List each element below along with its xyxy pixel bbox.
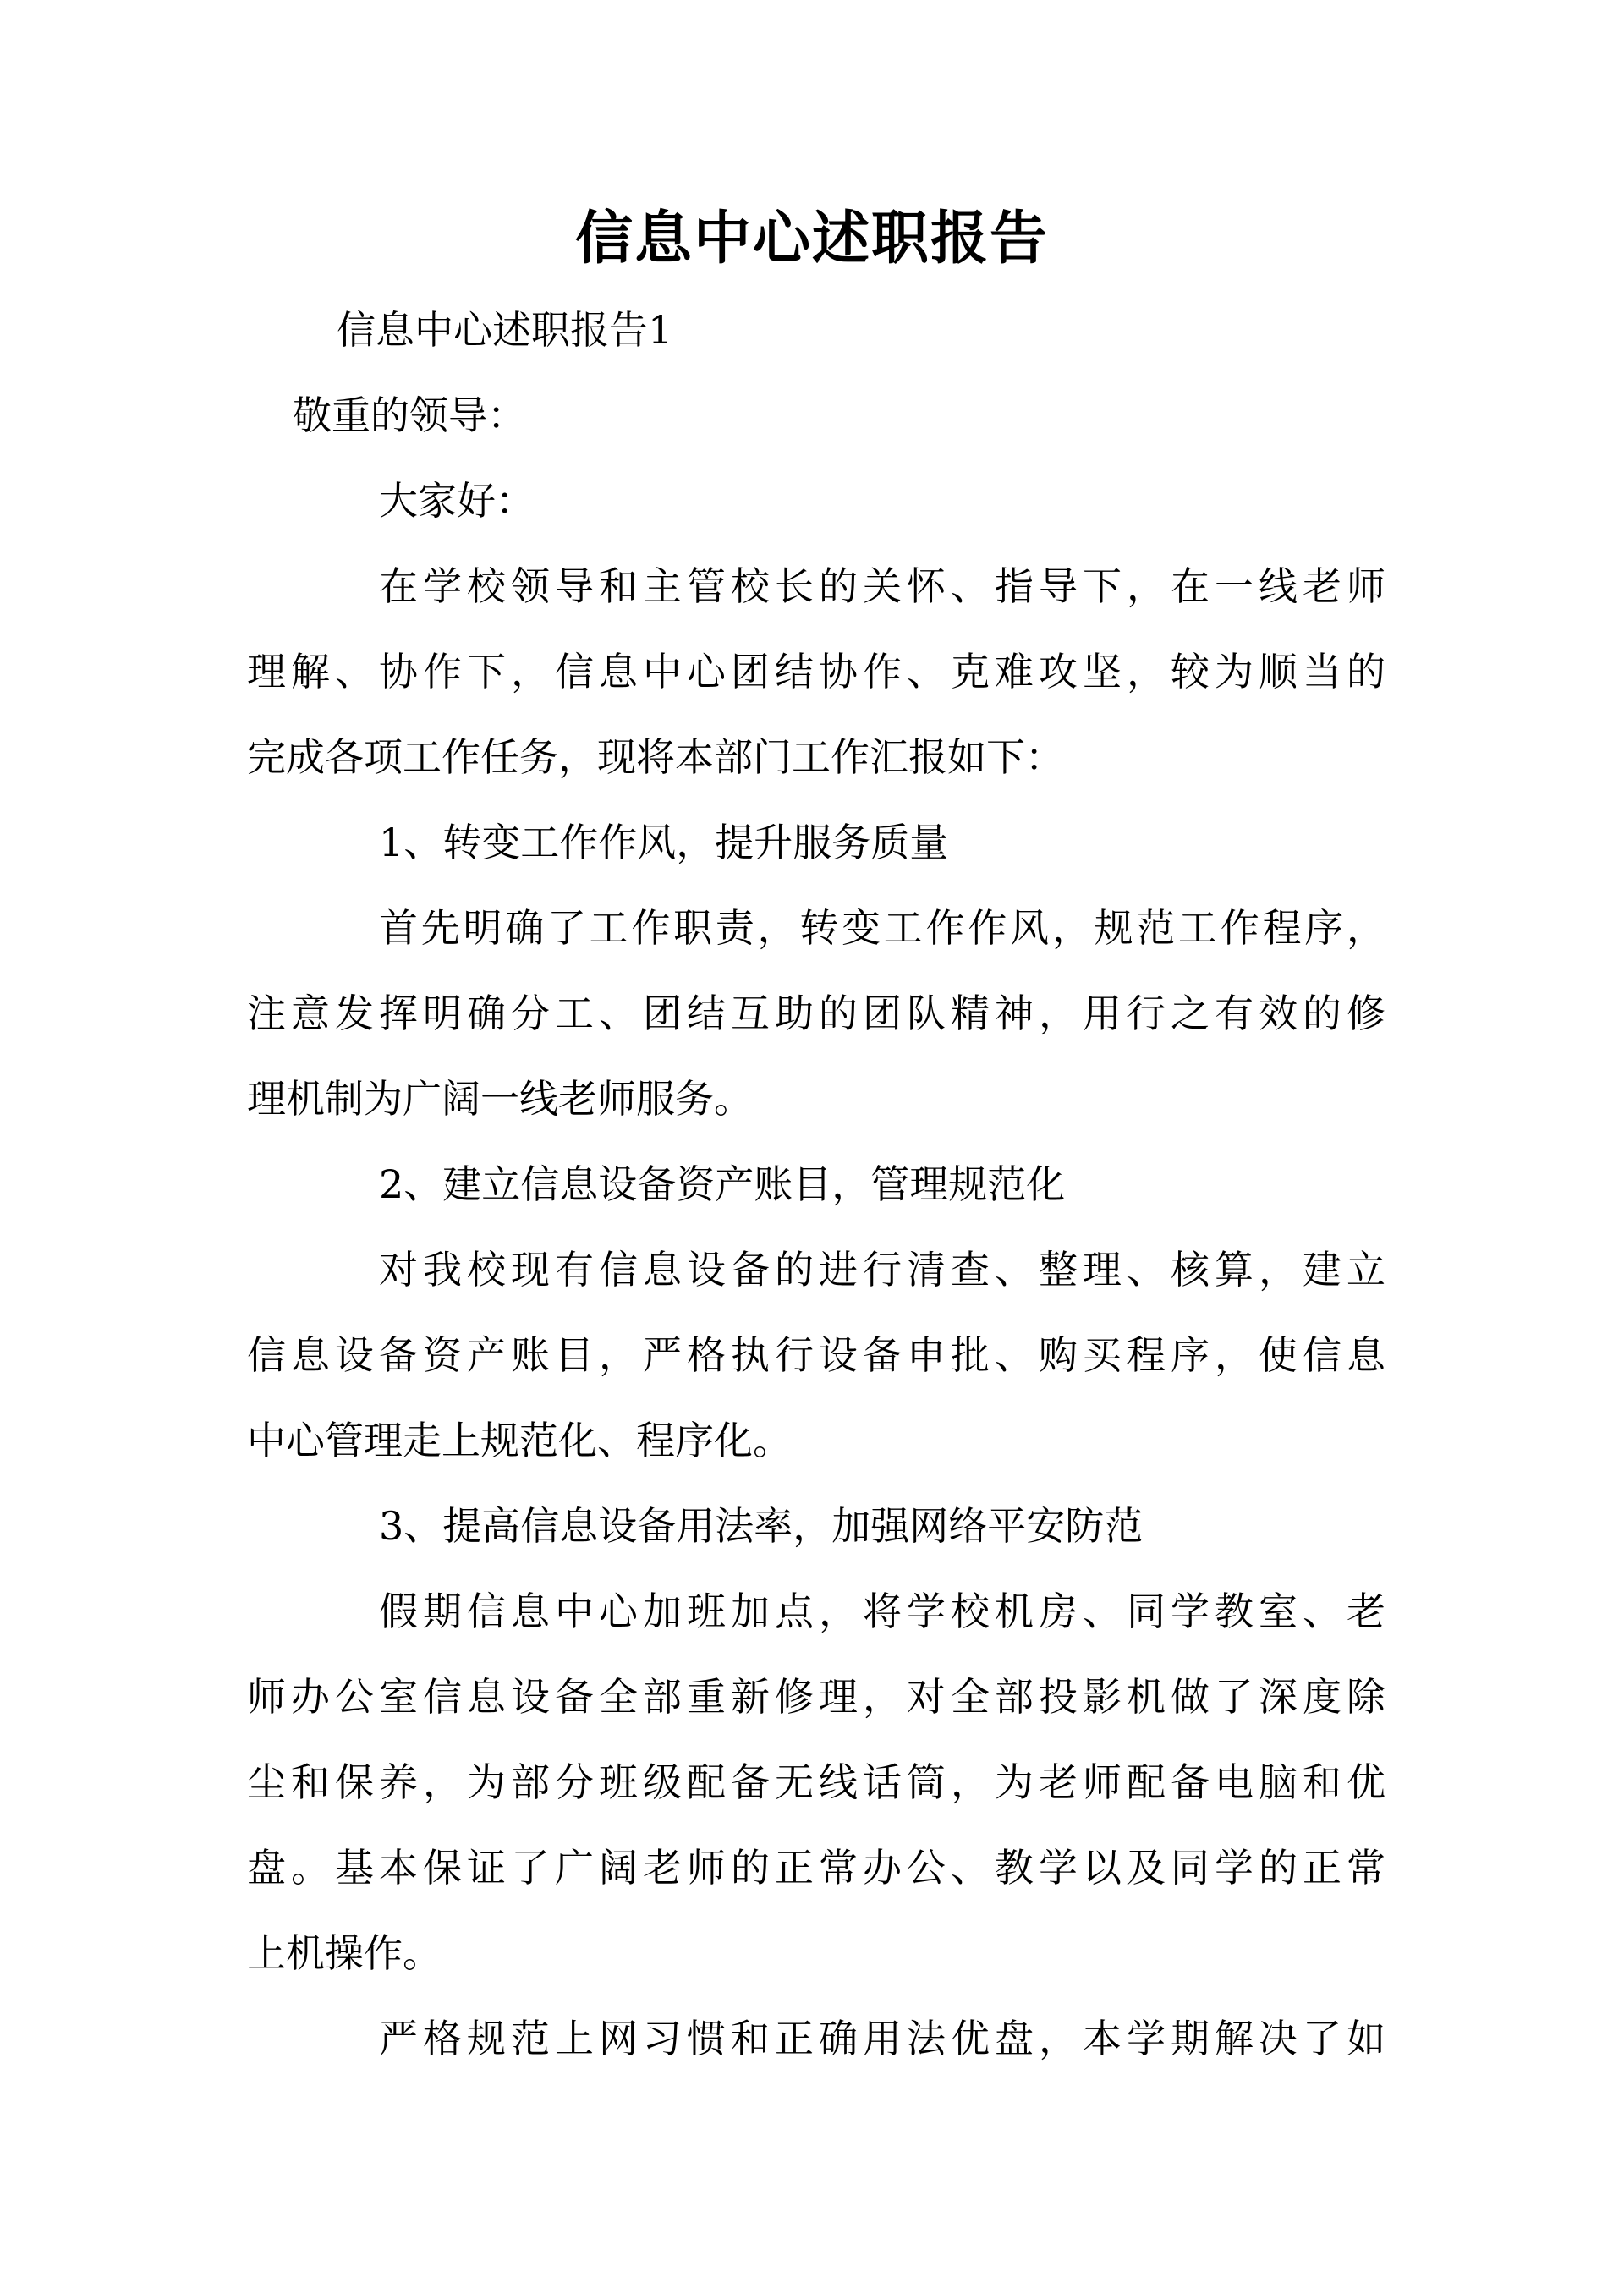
paragraph-4-line-3: 尘和保养，为部分班级配备无线话筒，为老师配备电脑和优: [247, 1759, 1385, 1805]
paragraph-3-line-2: 信息设备资产账目，严格执行设备申批、购买程序，使信息: [247, 1332, 1385, 1378]
paragraph-2-line-2: 注意发挥明确分工、团结互助的团队精神，用行之有效的修: [247, 991, 1385, 1036]
paragraph-4-line-5: 上机操作。: [247, 1930, 442, 1976]
subtitle: 信息中心述职报告1: [337, 307, 673, 353]
paragraph-2-line-1: 首先明确了工作职责，转变工作作风，规范工作程序，: [379, 905, 1385, 951]
paragraph-1-line-2: 理解、协作下，信息中心团结协作、克难攻坚，较为顺当的: [247, 649, 1385, 694]
section-heading-3: 3、提高信息设备用法率，加强网络平安防范: [379, 1503, 1144, 1549]
paragraph-1-line-3: 完成各项工作任务，现将本部门工作汇报如下：: [247, 734, 1064, 780]
section-heading-1: 1、转变工作作风，提升服务质量: [379, 820, 949, 865]
section-heading-2: 2、建立信息设备资产账目，管理规范化: [379, 1161, 1066, 1207]
paragraph-3-line-3: 中心管理走上规范化、程序化。: [247, 1418, 792, 1463]
paragraph-4-line-1: 假期信息中心加班加点，将学校机房、同学教室、老: [379, 1589, 1385, 1634]
greeting: 大家好：: [379, 478, 535, 524]
document-title: 信息中心述职报告: [574, 205, 1049, 272]
salutation: 敬重的领导：: [293, 392, 526, 438]
paragraph-4-line-2: 师办公室信息设备全部重新修理，对全部投影机做了深度除: [247, 1674, 1385, 1720]
paragraph-4-line-4: 盘。基本保证了广阔老师的正常办公、教学以及同学的正常: [247, 1845, 1385, 1891]
paragraph-1-line-1: 在学校领导和主管校长的关怀、指导下，在一线老师: [379, 563, 1385, 609]
paragraph-2-line-3: 理机制为广阔一线老师服务。: [247, 1076, 753, 1122]
paragraph-5-line-1: 严格规范上网习惯和正确用法优盘，本学期解决了如: [379, 2016, 1385, 2061]
paragraph-3-line-1: 对我校现有信息设备的进行清查、整理、核算，建立: [379, 1247, 1385, 1292]
